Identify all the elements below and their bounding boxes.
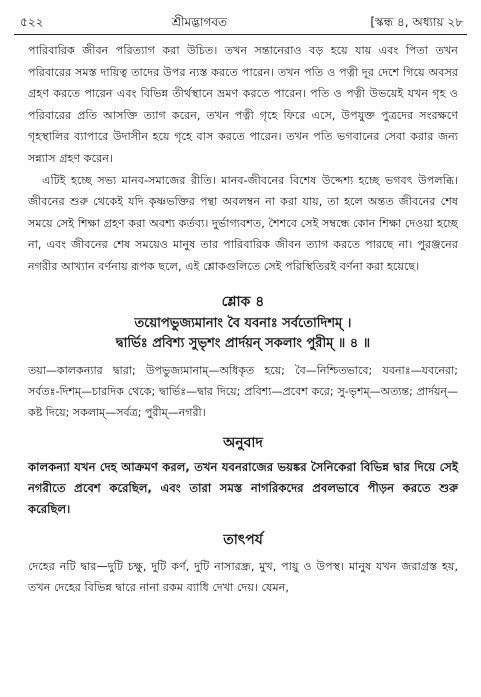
synonyms: তয়া—কালকন্যার দ্বারা; উপভুজ্যমানাম্—অধিকৃত হয়ে; বৈ—নিশ্চিতভাবে; যবনাঃ—যবনেরা; সর্বতঃ-দিশম্—চারদিক থেকে; দ্বার্ভিঃ—দ্বার দিয়ে; প্রবিশ্য—প্রবেশ করে; সু-ভৃশম্—অত্যন্ত; প্রার্দয়ন্—কষ্ট দিয়ে; সকলাম্—সর্বত্র; পুরীম্—নগরী।: [28, 363, 458, 419]
header-rule: [14, 34, 467, 35]
intro-paragraph-2: এটিই হচ্ছে সভ্য মানব-সমাজের রীতি। মানব-জীবনের বিশেষ উদ্দেশ্য হচ্ছে ভগবৎ উপলব্ধি। জীবনের শুরু থেকেই যদি কৃষ্ণভক্তির পন্থা অবলম্বন না করা যায়, তা হলে অন্তত জীবনের শেষ সময়ে সেই শিক্ষা গ্রহণ করা অবশ্য কর্তব্য। দুর্ভাগ্যবশত, শৈশবে সেই সম্বন্ধে কোন শিক্ষা দেওয়া হচ্ছে না, এবং জীবনের শেষ সময়েও মানুষ তার পারিবারিক জীবন ত্যাগ করতে পারছে না। পুরঞ্জনের নগরীর আখ্যান বর্ণনায় রূপক ছলে, এই শ্লোকগুলিতে সেই পরিস্থিতিরই বর্ণনা করা হয়েছে।: [28, 173, 458, 273]
verse-line-1: তয়োপভুজ্যমানাং বৈ যবনাঃ সর্বতোদিশম্ ।: [134, 315, 352, 331]
purport-heading: তাৎপর্য: [223, 531, 263, 548]
translation-text: কালকন্যা যখন দেহ আক্রমণ করল, তখন যবনরাজের ভয়ঙ্কর সৈনিকেরা বিভিন্ন দ্বার দিয়ে সেই নগরীতে প্রবেশ করেছিল, এবং তারা সমস্ত নাগরিকদের প্রবলভাবে পীড়ন করতে শুরু করেছিল।: [28, 459, 458, 516]
page-body: [28, 40, 458, 598]
verse-label: শ্লোক ৪: [221, 293, 265, 310]
page-header: [12, 10, 469, 30]
purport-text: দেহের নটি দ্বার—দুটি চক্ষু, দুটি কর্ণ, দুটি নাসারন্ধ্র, মুখ, পায়ু ও উপস্থ। মানুষ যখন জরাগ্রস্ত হয়, তখন দেহের বিভিন্ন দ্বারে নানা রকম ব্যাধি দেখা দেয়। যেমন,: [28, 559, 458, 594]
canto-chapter: [স্কন্ধ ৪, অধ্যায় ২৮: [370, 15, 463, 29]
verse-line-2: দ্বার্ভিঃ প্রবিশ্য সুভৃশং প্রার্দয়ন্ সকলাং পুরীম্ ॥ ৪ ॥: [115, 335, 371, 351]
translation-heading: অনুবাদ: [223, 434, 263, 451]
page-number: ৫২২: [20, 15, 44, 29]
intro-paragraph-1: পারিবারিক জীবন পরিত্যাগ করা উচিত। তখন সন্তানেরাও বড় হয়ে যায় এবং পিতা তখন পরিবারের সমস্ত দায়িত্ব তাদের উপর ন্যস্ত করতে পারেন। তখন পতি ও পত্নী দূর দেশে গিয়ে অবসর গ্রহণ করতে পারেন এবং বিভিন্ন তীর্থস্থানে ভ্রমণ করতে পারেন। পতি ও পত্নী উভয়েই যখন গৃহ ও পরিবারের প্রতি আসক্তি ত্যাগ করেন, তখন পত্নী গৃহে ফিরে এসে, উপযুক্ত পুত্রদের সংরক্ষণে গৃহস্থালির ব্যাপারে উদাসীন হয়ে গৃহে বাস করতে পারেন। তখন পতি ভগবানের সেবা করার জন্য সন্ন্যাস গ্রহণ করেন।: [28, 44, 458, 165]
book-title: শ্রীমদ্ভাগবত: [172, 15, 228, 29]
